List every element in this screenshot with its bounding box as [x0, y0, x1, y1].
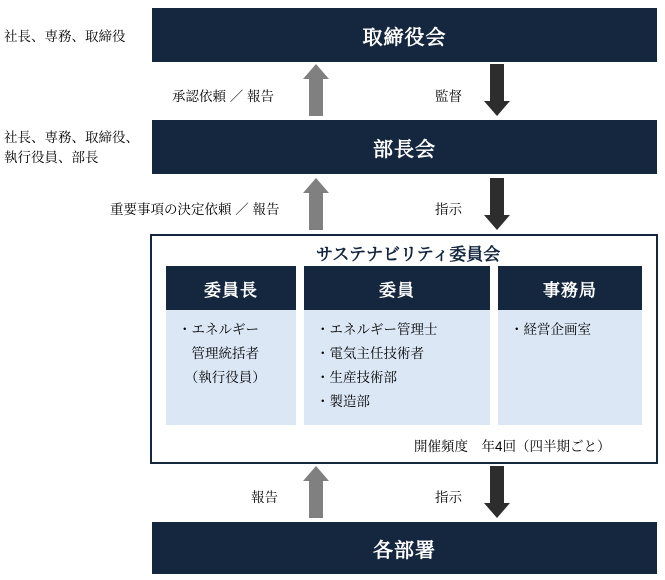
committee-title: サステナビリティ委員会: [316, 245, 501, 264]
node-departments-label: 各部署: [373, 539, 436, 562]
arrow-up-approval: [303, 64, 329, 116]
node-board: [152, 8, 657, 62]
arrow-label-decision-request: 重要事項の決定依頼 ／ 報告: [110, 202, 280, 217]
arrow-label-report: 報告: [251, 490, 278, 505]
arrow-down-supervision: [484, 64, 510, 116]
arrow-label-instruction-2: 指示: [435, 490, 462, 505]
committee-column-body-chair: ・エネルギー 管理統括者 （執行役員）: [166, 310, 296, 425]
committee-column-header-secretariat: 事務局: [498, 266, 642, 310]
committee-column-body-secretariat: ・経営企画室: [498, 310, 642, 425]
arrow-label-approval: 承認依頼 ／ 報告: [172, 89, 275, 104]
arrow-down-instruction-1: [484, 178, 510, 230]
arrow-up-decision-request: [303, 178, 329, 230]
committee-column-header-chair: 委員長: [166, 266, 296, 310]
arrow-up-report: [303, 466, 329, 518]
side-label-directors-meeting: 社長、専務、取締役、 執行役員、部長: [4, 130, 139, 165]
arrow-down-instruction-2: [484, 466, 510, 518]
node-directors-meeting-label: 部長会: [373, 138, 436, 161]
node-departments: [152, 522, 657, 574]
committee-frequency: 開催頻度 年4回（四半期ごと）: [414, 439, 611, 454]
node-directors-meeting: [152, 120, 657, 174]
arrow-label-supervision: 監督: [435, 89, 462, 104]
side-label-board: 社長、専務、取締役: [4, 29, 126, 44]
committee-column-header-members: 委員: [304, 266, 490, 310]
node-board-label: 取締役会: [362, 26, 447, 49]
committee-column-body-members: ・エネルギー管理士 ・電気主任技術者 ・生産技術部 ・製造部: [304, 310, 490, 425]
arrow-label-instruction-1: 指示: [435, 202, 462, 217]
